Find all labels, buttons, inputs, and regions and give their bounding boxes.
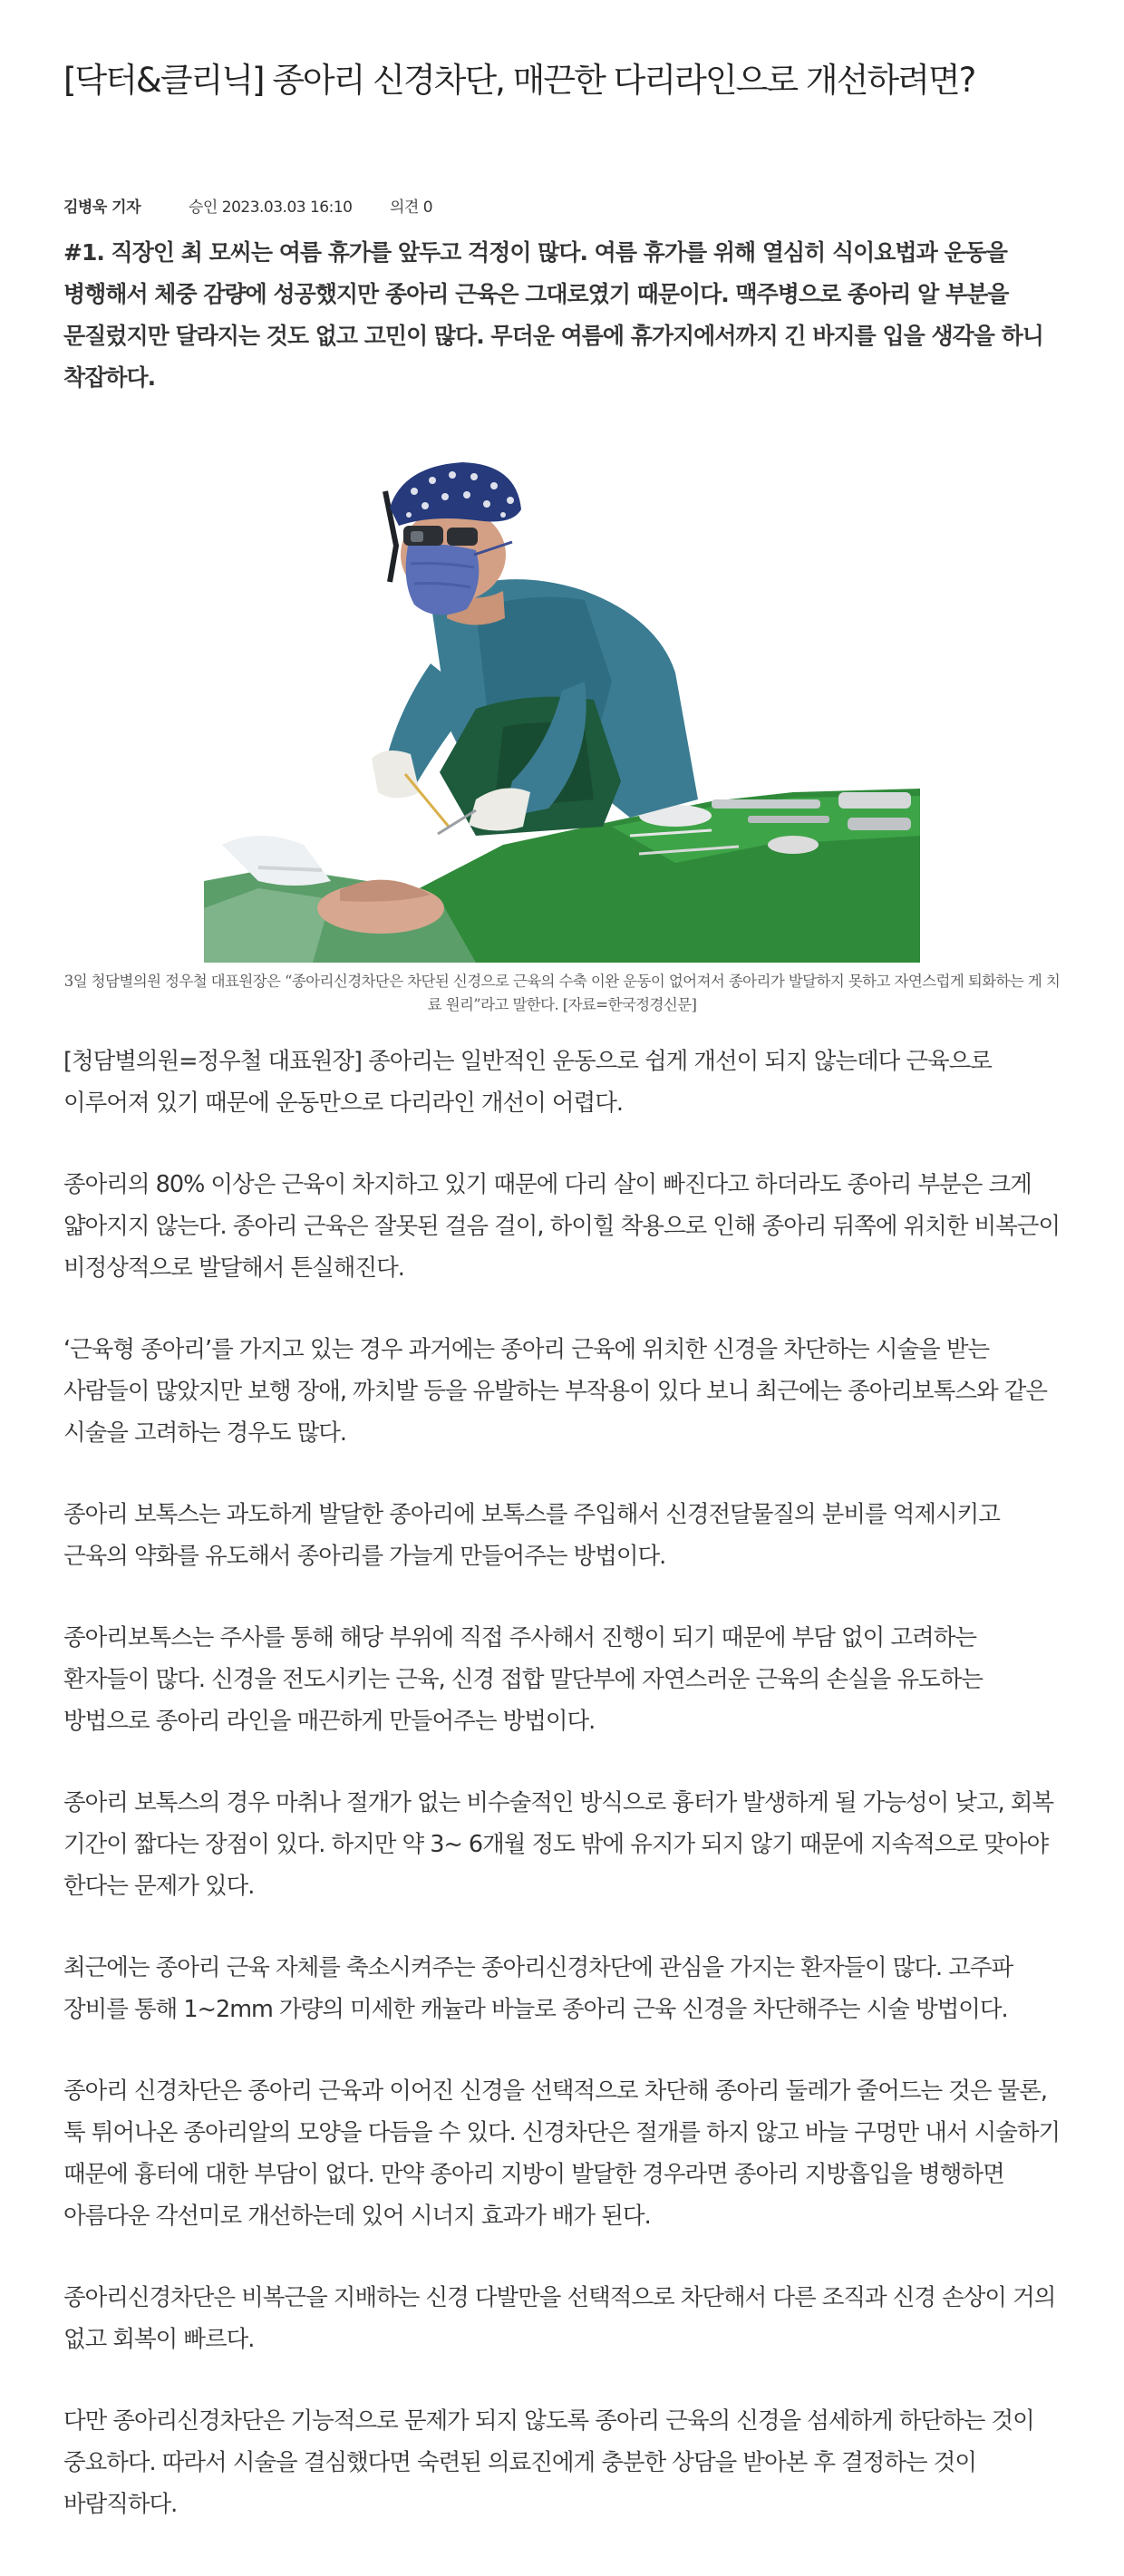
body-paragraph: 다만 종아리신경차단은 기능적으로 문제가 되지 않도록 종아리 근육의 신경을 섬세하게 하단하는 것이 중요하다. 따라서 시술을 결심했다면 숙련된 의료진에게 충분한 상담을 받아본 후 결정하는 것이 바람직하다.: [63, 2407, 1034, 2518]
article-title: [닥터&클리닉] 종아리 신경차단, 매끈한 다리라인으로 개선하려면?: [63, 61, 975, 100]
article-lead: #1. 직장인 최 모씨는 여름 휴가를 앞두고 걱정이 많다. 여름 휴가를 위해 열심히 식이요법과 운동을 병행해서 체중 감량에 성공했지만 종아리 근육은 그대로였기 때문이다. 맥주병으로 종아리 알 부분을 문질렀지만 달라지는 것도 없고 고민이 많다. 무더운 여름에 휴가지에서까지 긴 바지를 입을 생각을 하니 착잡하다.: [63, 239, 1043, 391]
article-photo: [204, 455, 920, 963]
publish-date: 승인 2023.03.03 16:10: [189, 199, 353, 217]
body-paragraph: [청담별의원=정우철 대표원장] 종아리는 일반적인 운동으로 쉽게 개선이 되지 않는데다 근육으로 이루어져 있기 때문에 운동만으로 다리라인 개선이 어렵다.: [63, 1048, 992, 1117]
surgeon-photo-illustration: [204, 455, 920, 963]
comment-count[interactable]: 의견 0: [390, 199, 433, 217]
photo-caption: 3일 청담별의원 정우철 대표원장은 “종아리신경차단은 차단된 신경으로 근육의 수축 이완 운동이 없어져서 종아리가 발달하지 못하고 자연스럽게 퇴화하는 게 치료 원리”라고 말한다. [자료=한국정경신문]: [63, 973, 1061, 1013]
body-paragraph: 최근에는 종아리 근육 자체를 축소시켜주는 종아리신경차단에 관심을 가지는 환자들이 많다. 고주파 장비를 통해 1~2mm 가량의 미세한 캐뉼라 바늘로 종아리 근육 신경을 차단해주는 시술 방법이다.: [63, 1954, 1013, 2023]
author-name[interactable]: 김병욱 기자: [63, 199, 141, 217]
body-paragraph: 종아리보톡스는 주사를 통해 해당 부위에 직접 주사해서 진행이 되기 때문에 부담 없이 고려하는 환자들이 많다. 신경을 전도시키는 근육, 신경 접합 말단부에 자연스러운 근육의 손실을 유도하는 방법으로 종아리 라인을 매끈하게 만들어주는 방법이다.: [63, 1624, 984, 1735]
article-body: [63, 1041, 1061, 2565]
body-paragraph: 종아리 보톡스의 경우 마취나 절개가 없는 비수술적인 방식으로 흉터가 발생하게 될 가능성이 낮고, 회복 기간이 짧다는 장점이 있다. 하지만 약 3~ 6개월 정도 밖에 유지가 되지 않기 때문에 지속적으로 맞아야 한다는 문제가 있다.: [63, 1789, 1054, 1900]
body-paragraph: 종아리 신경차단은 종아리 근육과 이어진 신경을 선택적으로 차단해 종아리 둘레가 줄어드는 것은 물론, 툭 튀어나온 종아리알의 모양을 다듬을 수 있다. 신경차단은 절개를 하지 않고 바늘 구멍만 내서 시술하기 때문에 흉터에 대한 부담이 없다. 만약 종아리 지방이 발달한 경우라면 종아리 지방흡입을 병행하면 아름다운 각선미로 개선하는데 있어 시너지 효과가 배가 된다.: [63, 2077, 1061, 2230]
body-paragraph: 종아리 보톡스는 과도하게 발달한 종아리에 보톡스를 주입해서 신경전달물질의 분비를 억제시키고 근육의 약화를 유도해서 종아리를 가늘게 만들어주는 방법이다.: [63, 1501, 1000, 1570]
body-paragraph: 종아리의 80% 이상은 근육이 차지하고 있기 때문에 다리 살이 빠진다고 하더라도 종아리 부분은 크게 얇아지지 않는다. 종아리 근육은 잘못된 걸음 걸이, 하이힐 착용으로 인해 종아리 뒤쪽에 위치한 비복근이 비정상적으로 발달해서 튼실해진다.: [63, 1171, 1061, 1282]
body-paragraph: ‘근육형 종아리’를 가지고 있는 경우 과거에는 종아리 근육에 위치한 신경을 차단하는 시술을 받는 사람들이 많았지만 보행 장애, 까치발 등을 유발하는 부작용이 있다 보니 최근에는 종아리보톡스와 같은 시술을 고려하는 경우도 많다.: [63, 1336, 1047, 1447]
body-paragraph: 종아리신경차단은 비복근을 지배하는 신경 다발만을 선택적으로 차단해서 다른 조직과 신경 손상이 거의 없고 회복이 빠르다.: [63, 2284, 1056, 2353]
article-meta: [63, 194, 1061, 219]
